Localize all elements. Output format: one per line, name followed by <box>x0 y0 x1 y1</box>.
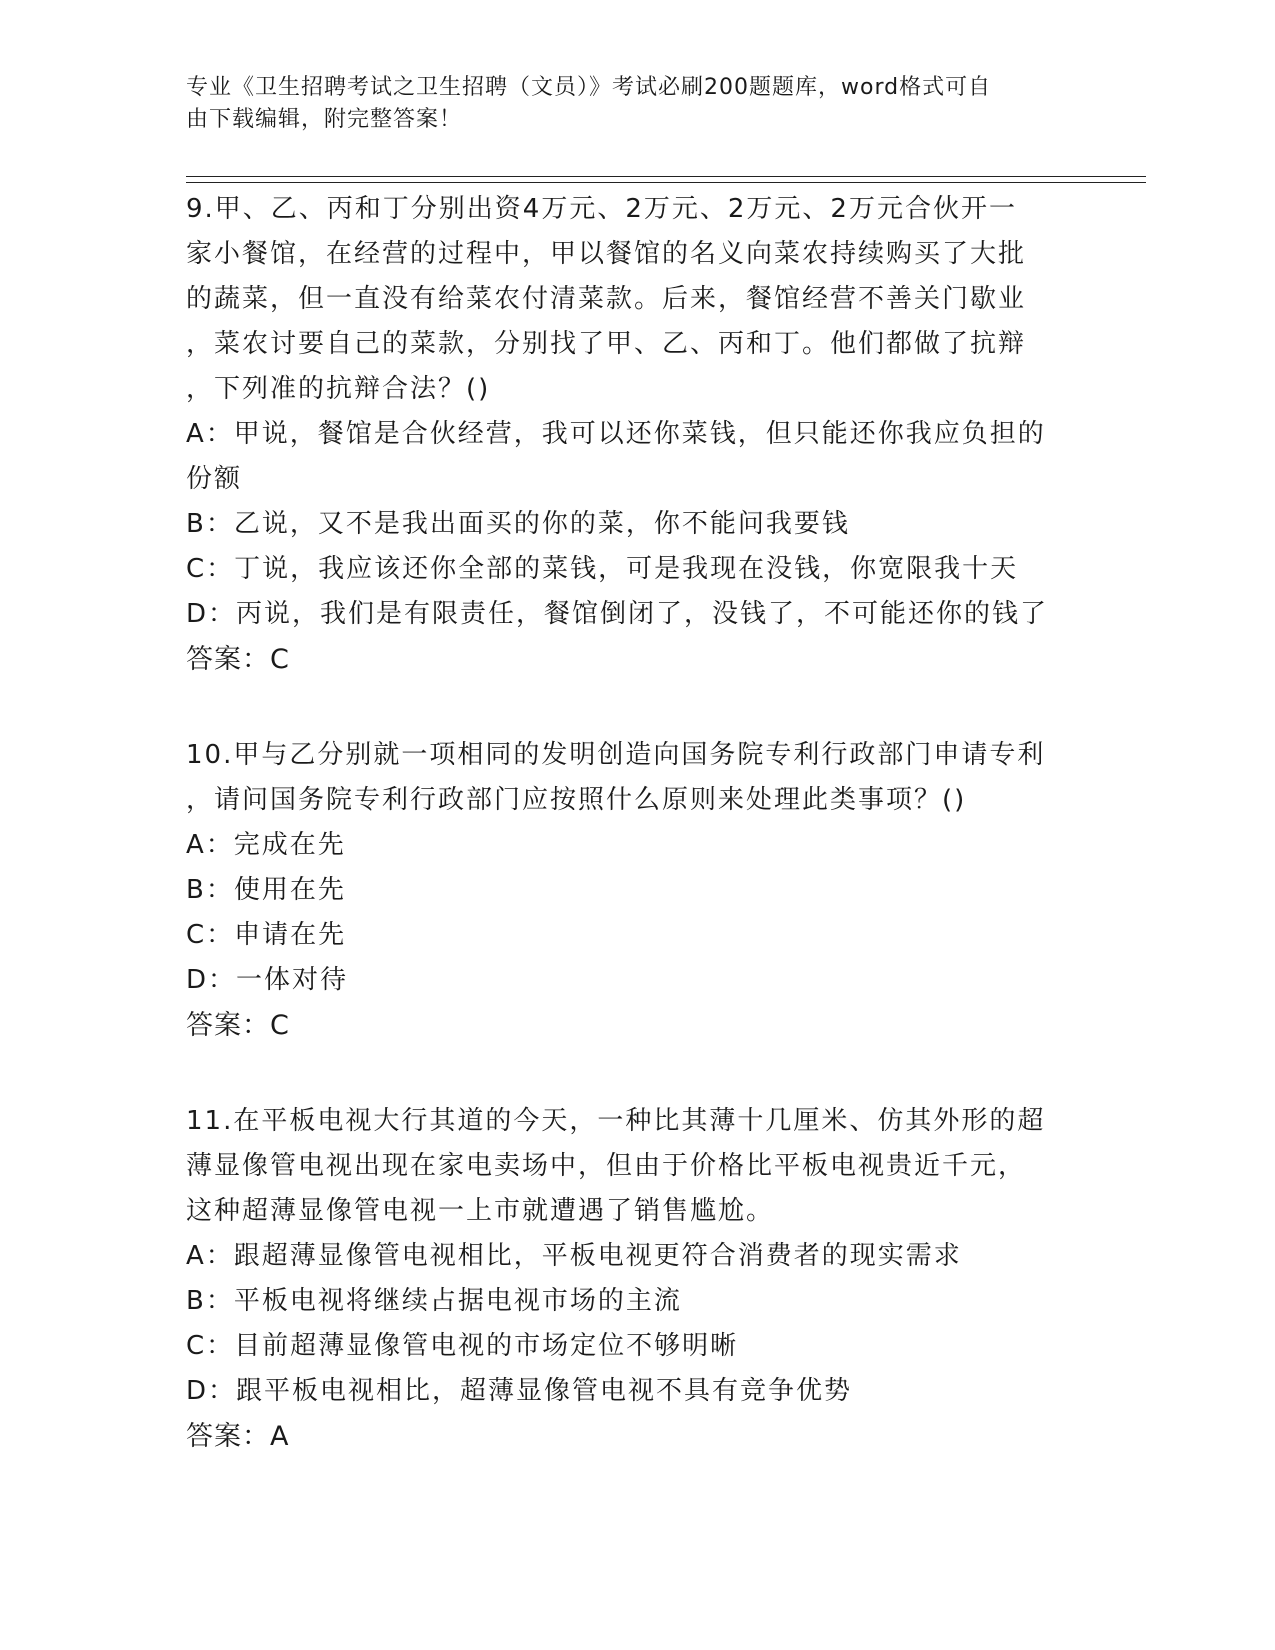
question-stem-line: 的蔬菜，但一直没有给菜农付清菜款。后来，餐馆经营不善关门歇业 <box>186 284 1027 314</box>
header-divider <box>186 176 1146 177</box>
document-header <box>186 72 1066 136</box>
question-stem-line: 9.甲、乙、丙和丁分别出资4万元、2万元、2万元、2万元合伙开一 <box>186 194 1017 224</box>
option-c: C：丁说，我应该还你全部的菜钱，可是我现在没钱，你宽限我十天 <box>186 554 1019 584</box>
option-d: D：一体对待 <box>186 965 349 995</box>
option-b: B：使用在先 <box>186 875 346 905</box>
answer-label: 答案：C <box>186 1010 290 1041</box>
question-stem-line: 11.在平板电视大行其道的今天，一种比其薄十几厘米、仿其外形的超 <box>186 1106 1046 1136</box>
option-a-continued: 份额 <box>186 464 243 494</box>
option-a: A：跟超薄显像管电视相比，平板电视更符合消费者的现实需求 <box>186 1241 962 1271</box>
option-a: A：甲说，餐馆是合伙经营，我可以还你菜钱，但只能还你我应负担的 <box>186 419 1046 449</box>
option-c: C：申请在先 <box>186 920 347 950</box>
question-stem-line: 这种超薄显像管电视一上市就遭遇了销售尴尬。 <box>186 1196 775 1226</box>
option-b: B：平板电视将继续占据电视市场的主流 <box>186 1286 682 1316</box>
option-a: A：完成在先 <box>186 830 346 860</box>
question-11 <box>186 1099 1066 1459</box>
question-9 <box>186 187 1066 682</box>
question-stem-line: 薄显像管电视出现在家电卖场中，但由于价格比平板电视贵近千元， <box>186 1151 1027 1181</box>
question-stem-line: 10.甲与乙分别就一项相同的发明创造向国务院专利行政部门申请专利 <box>186 740 1046 770</box>
option-c: C：目前超薄显像管电视的市场定位不够明晰 <box>186 1331 739 1361</box>
option-b: B：乙说，又不是我出面买的你的菜，你不能问我要钱 <box>186 509 850 539</box>
question-stem-line: ，请问国务院专利行政部门应按照什么原则来处理此类事项？() <box>186 785 967 815</box>
header-divider <box>186 182 1146 183</box>
answer-label: 答案：C <box>186 644 290 675</box>
option-d: D：跟平板电视相比，超薄显像管电视不具有竞争优势 <box>186 1376 853 1406</box>
header-line: 专业《卫生招聘考试之卫生招聘（文员）》考试必刷200题题库，word格式可自 <box>186 75 992 100</box>
question-stem-line: ，菜农讨要自己的菜款，分别找了甲、乙、丙和丁。他们都做了抗辩 <box>186 329 1027 359</box>
question-stem-line: 家小餐馆，在经营的过程中，甲以餐馆的名义向菜农持续购买了大批 <box>186 239 1027 269</box>
answer-label: 答案：A <box>186 1421 290 1452</box>
question-stem-line: ，下列准的抗辩合法？() <box>186 374 491 404</box>
header-line: 由下载编辑，附完整答案！ <box>186 107 463 132</box>
option-d: D：丙说，我们是有限责任，餐馆倒闭了，没钱了，不可能还你的钱了 <box>186 599 1049 629</box>
question-10 <box>186 733 1066 1048</box>
